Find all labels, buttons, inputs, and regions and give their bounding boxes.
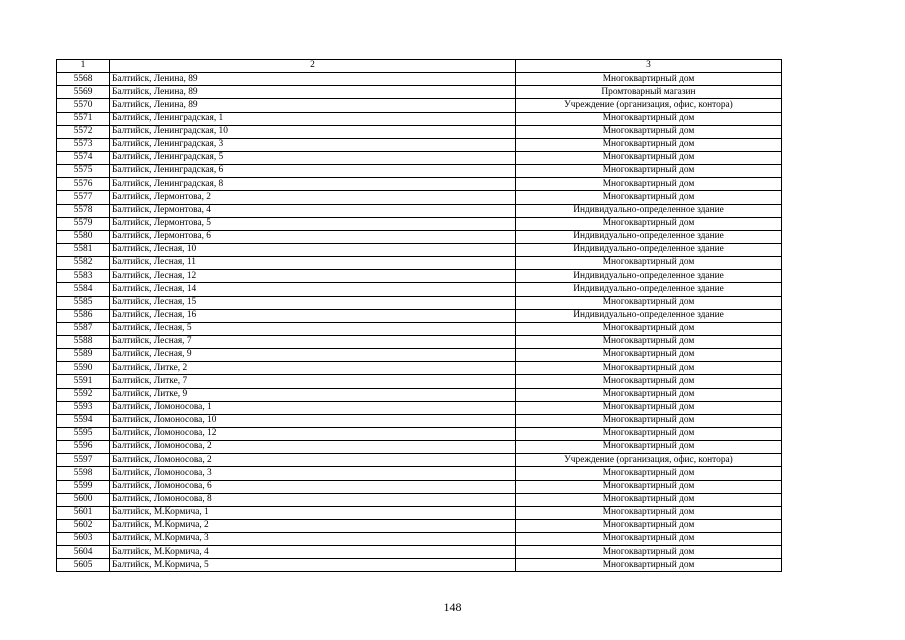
address-cell: Балтийск, Литке, 7 xyxy=(110,375,516,388)
building-type-cell: Многоквартирный дом xyxy=(516,427,782,440)
table-row xyxy=(57,151,782,164)
row-number-cell: 5595 xyxy=(57,427,110,440)
row-number-cell: 5585 xyxy=(57,296,110,309)
building-type-cell: Многоквартирный дом xyxy=(516,178,782,191)
row-number-cell: 5605 xyxy=(57,559,110,572)
building-type-cell: Многоквартирный дом xyxy=(516,217,782,230)
row-number-cell: 5592 xyxy=(57,388,110,401)
row-number-cell: 5589 xyxy=(57,349,110,362)
building-type-cell: Многоквартирный дом xyxy=(516,165,782,178)
row-number-cell: 5578 xyxy=(57,204,110,217)
address-cell: Балтийск, Ленинградская, 5 xyxy=(110,151,516,164)
table-row xyxy=(57,454,782,467)
building-type-cell: Многоквартирный дом xyxy=(516,414,782,427)
address-cell: Балтийск, Лесная, 11 xyxy=(110,257,516,270)
row-number-cell: 5602 xyxy=(57,519,110,532)
address-cell: Балтийск, Лермонтова, 5 xyxy=(110,217,516,230)
building-type-cell: Многоквартирный дом xyxy=(516,559,782,572)
building-type-cell: Многоквартирный дом xyxy=(516,138,782,151)
address-cell: Балтийск, Лесная, 14 xyxy=(110,283,516,296)
address-cell: Балтийск, Литке, 9 xyxy=(110,388,516,401)
row-number-cell: 5573 xyxy=(57,138,110,151)
address-cell: Балтийск, Лесная, 12 xyxy=(110,270,516,283)
row-number-cell: 5587 xyxy=(57,322,110,335)
address-cell: Балтийск, Лермонтова, 4 xyxy=(110,204,516,217)
table-row xyxy=(57,73,782,86)
building-type-cell: Многоквартирный дом xyxy=(516,546,782,559)
table-row xyxy=(57,138,782,151)
table-row xyxy=(57,335,782,348)
building-type-cell: Индивидуально-определенное здание xyxy=(516,243,782,256)
row-number-cell: 5568 xyxy=(57,73,110,86)
address-cell: Балтийск, Лермонтова, 2 xyxy=(110,191,516,204)
row-number-cell: 5579 xyxy=(57,217,110,230)
address-cell: Балтийск, Лесная, 9 xyxy=(110,349,516,362)
building-type-cell: Многоквартирный дом xyxy=(516,506,782,519)
table-row xyxy=(57,322,782,335)
table-row xyxy=(57,283,782,296)
table-row xyxy=(57,217,782,230)
building-type-cell: Многоквартирный дом xyxy=(516,296,782,309)
building-type-cell: Многоквартирный дом xyxy=(516,467,782,480)
row-number-cell: 5597 xyxy=(57,454,110,467)
table-row xyxy=(57,493,782,506)
address-cell: Балтийск, Ленинградская, 3 xyxy=(110,138,516,151)
row-number-cell: 5582 xyxy=(57,257,110,270)
row-number-cell: 5569 xyxy=(57,86,110,99)
address-cell: Балтийск, Ломоносова, 8 xyxy=(110,493,516,506)
table-row xyxy=(57,178,782,191)
building-type-cell: Индивидуально-определенное здание xyxy=(516,309,782,322)
address-cell: Балтийск, М.Кормича, 4 xyxy=(110,546,516,559)
building-type-cell: Многоквартирный дом xyxy=(516,349,782,362)
address-cell: Балтийск, М.Кормича, 1 xyxy=(110,506,516,519)
address-cell: Балтийск, Ленина, 89 xyxy=(110,73,516,86)
table-row xyxy=(57,519,782,532)
table-row xyxy=(57,270,782,283)
row-number-cell: 5604 xyxy=(57,546,110,559)
header-cell-type: 3 xyxy=(516,60,782,73)
address-cell: Балтийск, Лермонтова, 6 xyxy=(110,230,516,243)
row-number-cell: 5590 xyxy=(57,362,110,375)
address-cell: Балтийск, Ленинградская, 6 xyxy=(110,165,516,178)
address-cell: Балтийск, Ломоносова, 6 xyxy=(110,480,516,493)
row-number-cell: 5600 xyxy=(57,493,110,506)
table-body xyxy=(57,60,782,572)
row-number-cell: 5571 xyxy=(57,112,110,125)
address-cell: Балтийск, Ленинградская, 1 xyxy=(110,112,516,125)
building-type-cell: Многоквартирный дом xyxy=(516,335,782,348)
building-type-cell: Многоквартирный дом xyxy=(516,480,782,493)
row-number-cell: 5596 xyxy=(57,441,110,454)
address-cell: Балтийск, Лесная, 15 xyxy=(110,296,516,309)
address-cell: Балтийск, М.Кормича, 5 xyxy=(110,559,516,572)
building-type-cell: Многоквартирный дом xyxy=(516,112,782,125)
row-number-cell: 5588 xyxy=(57,335,110,348)
row-number-cell: 5584 xyxy=(57,283,110,296)
row-number-cell: 5591 xyxy=(57,375,110,388)
address-cell: Балтийск, Ломоносова, 2 xyxy=(110,454,516,467)
table-row xyxy=(57,204,782,217)
table-row xyxy=(57,86,782,99)
table-row xyxy=(57,296,782,309)
address-cell: Балтийск, Ломоносова, 3 xyxy=(110,467,516,480)
address-cell: Балтийск, Ленинградская, 8 xyxy=(110,178,516,191)
table-row xyxy=(57,257,782,270)
table-row xyxy=(57,309,782,322)
building-type-cell: Многоквартирный дом xyxy=(516,519,782,532)
table-row xyxy=(57,165,782,178)
table-row xyxy=(57,362,782,375)
building-type-cell: Индивидуально-определенное здание xyxy=(516,270,782,283)
row-number-cell: 5594 xyxy=(57,414,110,427)
building-type-cell: Многоквартирный дом xyxy=(516,73,782,86)
table-row xyxy=(57,230,782,243)
table-row xyxy=(57,559,782,572)
building-type-cell: Многоквартирный дом xyxy=(516,401,782,414)
building-type-cell: Многоквартирный дом xyxy=(516,375,782,388)
table-row xyxy=(57,388,782,401)
building-type-cell: Многоквартирный дом xyxy=(516,125,782,138)
row-number-cell: 5577 xyxy=(57,191,110,204)
building-type-cell: Многоквартирный дом xyxy=(516,151,782,164)
table-row xyxy=(57,191,782,204)
header-cell-number: 1 xyxy=(57,60,110,73)
table-row xyxy=(57,99,782,112)
address-cell: Балтийск, Ленина, 89 xyxy=(110,86,516,99)
building-type-cell: Учреждение (организация, офис, контора) xyxy=(516,454,782,467)
header-row xyxy=(57,60,782,73)
building-type-cell: Индивидуально-определенное здание xyxy=(516,283,782,296)
table-row xyxy=(57,243,782,256)
building-type-cell: Многоквартирный дом xyxy=(516,191,782,204)
row-number-cell: 5586 xyxy=(57,309,110,322)
page-number: 148 xyxy=(443,600,462,614)
building-type-cell: Многоквартирный дом xyxy=(516,362,782,375)
address-cell: Балтийск, Лесная, 7 xyxy=(110,335,516,348)
table-row xyxy=(57,441,782,454)
building-type-cell: Многоквартирный дом xyxy=(516,257,782,270)
building-type-cell: Многоквартирный дом xyxy=(516,493,782,506)
row-number-cell: 5603 xyxy=(57,533,110,546)
table-row xyxy=(57,375,782,388)
building-type-cell: Промтоварный магазин xyxy=(516,86,782,99)
building-type-cell: Многоквартирный дом xyxy=(516,388,782,401)
building-type-cell: Индивидуально-определенное здание xyxy=(516,204,782,217)
address-cell: Балтийск, Ленинградская, 10 xyxy=(110,125,516,138)
row-number-cell: 5599 xyxy=(57,480,110,493)
header-cell-address: 2 xyxy=(110,60,516,73)
table-row xyxy=(57,125,782,138)
row-number-cell: 5570 xyxy=(57,99,110,112)
address-cell: Балтийск, Лесная, 10 xyxy=(110,243,516,256)
address-cell: Балтийск, Ломоносова, 2 xyxy=(110,441,516,454)
address-cell: Балтийск, М.Кормича, 2 xyxy=(110,519,516,532)
row-number-cell: 5583 xyxy=(57,270,110,283)
table-row xyxy=(57,427,782,440)
address-cell: Балтийск, Лесная, 16 xyxy=(110,309,516,322)
building-type-cell: Многоквартирный дом xyxy=(516,322,782,335)
building-type-cell: Многоквартирный дом xyxy=(516,441,782,454)
address-cell: Балтийск, Ленина, 89 xyxy=(110,99,516,112)
row-number-cell: 5576 xyxy=(57,178,110,191)
address-cell: Балтийск, М.Кормича, 3 xyxy=(110,533,516,546)
address-cell: Балтийск, Ломоносова, 1 xyxy=(110,401,516,414)
row-number-cell: 5574 xyxy=(57,151,110,164)
table-row xyxy=(57,349,782,362)
row-number-cell: 5601 xyxy=(57,506,110,519)
table-row xyxy=(57,546,782,559)
address-cell: Балтийск, Ломоносова, 10 xyxy=(110,414,516,427)
address-cell: Балтийск, Ломоносова, 12 xyxy=(110,427,516,440)
table-row xyxy=(57,533,782,546)
row-number-cell: 5598 xyxy=(57,467,110,480)
table-row xyxy=(57,401,782,414)
building-type-cell: Индивидуально-определенное здание xyxy=(516,230,782,243)
building-type-cell: Многоквартирный дом xyxy=(516,533,782,546)
row-number-cell: 5580 xyxy=(57,230,110,243)
table-row xyxy=(57,112,782,125)
row-number-cell: 5581 xyxy=(57,243,110,256)
table-row xyxy=(57,414,782,427)
table-row xyxy=(57,480,782,493)
building-type-cell: Учреждение (организация, офис, контора) xyxy=(516,99,782,112)
registry-table xyxy=(56,59,782,572)
row-number-cell: 5593 xyxy=(57,401,110,414)
address-cell: Балтийск, Литке, 2 xyxy=(110,362,516,375)
table-row xyxy=(57,467,782,480)
table-row xyxy=(57,506,782,519)
address-cell: Балтийск, Лесная, 5 xyxy=(110,322,516,335)
row-number-cell: 5575 xyxy=(57,165,110,178)
row-number-cell: 5572 xyxy=(57,125,110,138)
